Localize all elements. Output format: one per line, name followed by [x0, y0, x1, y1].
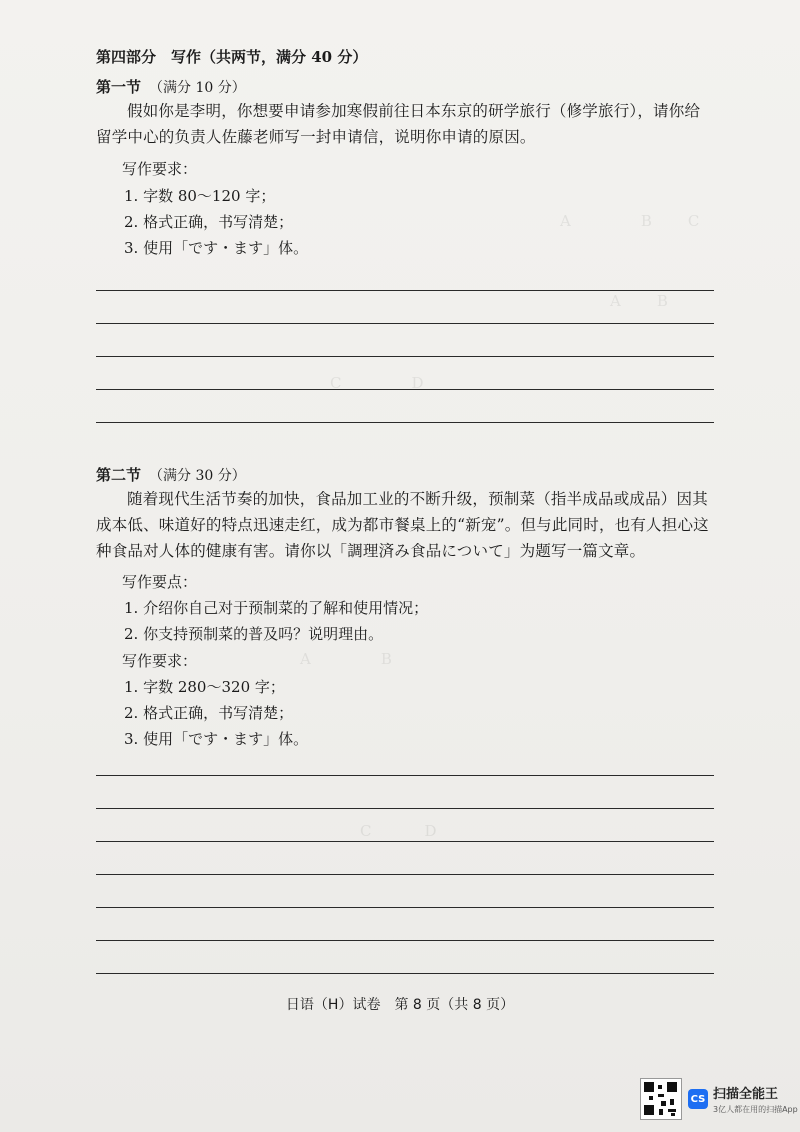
answer-line[interactable] [96, 874, 714, 875]
bleed-through-shadow: A B [610, 292, 670, 310]
section2-requirement-3: 3. 使用「です・ます」体。 [124, 730, 309, 748]
section2-point-1: 1. 介绍你自己对于预制菜的了解和使用情况； [124, 599, 429, 617]
bleed-through-shadow: C D [360, 822, 439, 840]
section1-requirement-3: 3. 使用「です・ます」体。 [124, 239, 309, 257]
section2-points-heading: 写作要点： [122, 573, 198, 591]
page-footer: 日语（H）试卷 第 8 页（共 8 页） [285, 997, 515, 1013]
answer-line[interactable] [96, 808, 714, 809]
answer-line[interactable] [96, 422, 714, 423]
answer-line[interactable] [96, 389, 714, 390]
answer-line[interactable] [96, 323, 714, 324]
section1-requirements-heading: 写作要求： [122, 160, 198, 178]
watermark-app-name: 扫描全能王 [713, 1087, 779, 1102]
answer-line[interactable] [96, 775, 714, 776]
watermark-tagline: 3亿人都在用的扫描App [713, 1105, 798, 1114]
qr-code-icon [640, 1078, 682, 1120]
section2-requirement-1: 1. 字数 280～320 字； [124, 678, 285, 696]
section2-heading [96, 464, 246, 485]
section2-requirements-heading: 写作要求： [122, 652, 198, 670]
watermark-text [713, 1083, 798, 1115]
answer-line[interactable] [96, 907, 714, 908]
section1-prompt: 假如你是李明，你想要申请参加寒假前往日本东京的研学旅行（修学旅行），请你给留学中心的负责人佐藤老师写一封申请信，说明你申请的原因。 [96, 102, 701, 146]
camscanner-logo-icon: CS [688, 1089, 708, 1109]
section1-score: （满分 10 分） [149, 80, 246, 96]
answer-line[interactable] [96, 841, 714, 842]
section2-requirement-2: 2. 格式正确，书写清楚； [124, 704, 294, 722]
section2-prompt: 随着现代生活节奏的加快，食品加工业的不断升级，预制菜（指半成品或成品）因其成本低、味道好的特点迅速走红，成为都市餐桌上的“新宠”。但与此同时，也有人担心这种食品对人体的健康有害。请你以「調理済み食品について」为题写一篇文章。 [96, 490, 709, 560]
answer-line[interactable] [96, 940, 714, 941]
bleed-through-shadow: C D [330, 374, 426, 392]
section2-point-2: 2. 你支持预制菜的普及吗？说明理由。 [124, 625, 384, 643]
part-title: 第四部分 写作（共两节，满分 40 分） [96, 48, 368, 66]
section1-heading [96, 76, 246, 97]
section2-score: （满分 30 分） [149, 468, 246, 484]
answer-line[interactable] [96, 356, 714, 357]
section1-requirement-2: 2. 格式正确，书写清楚； [124, 213, 294, 231]
scanner-watermark [640, 1078, 798, 1120]
answer-line[interactable] [96, 290, 714, 291]
bleed-through-shadow: A B [300, 650, 394, 668]
section1-requirement-1: 1. 字数 80～120 字； [124, 187, 276, 205]
bleed-through-shadow: A B C [560, 212, 702, 230]
section2-title: 第二节 [96, 466, 142, 484]
section1-title: 第一节 [96, 78, 142, 96]
answer-line[interactable] [96, 973, 714, 974]
